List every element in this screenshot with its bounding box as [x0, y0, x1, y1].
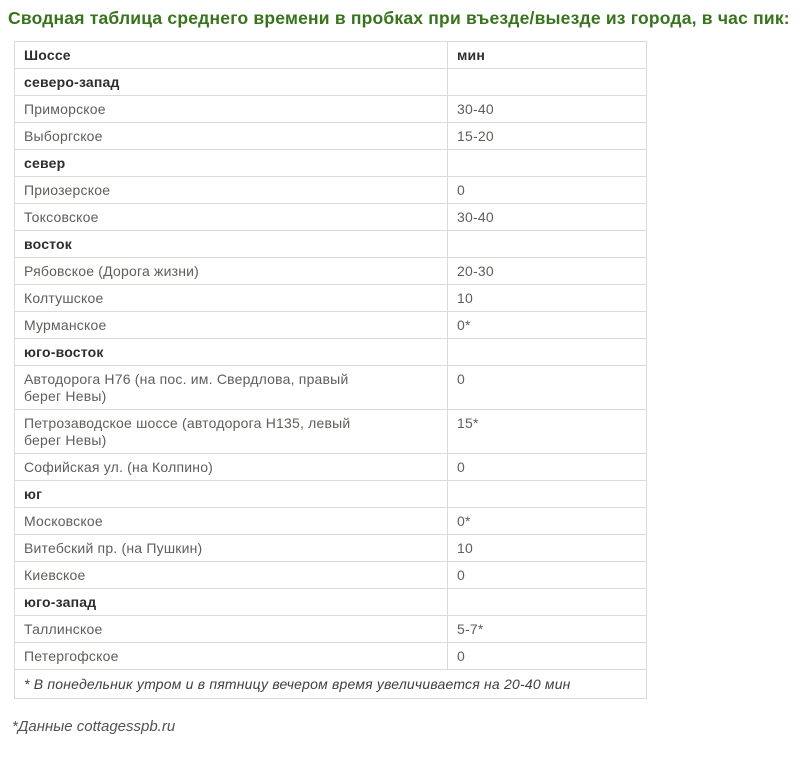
- road-name-cell: [15, 258, 448, 285]
- page-title: Сводная таблица среднего времени в пробках при въезде/выезде из города, в час пик:: [8, 8, 790, 28]
- section-row: [15, 69, 647, 96]
- section-row: [15, 339, 647, 366]
- road-name-cell: [15, 285, 448, 312]
- road-name-cell: [15, 508, 448, 535]
- table-row: [15, 410, 647, 454]
- road-name-cell: [15, 535, 448, 562]
- section-name-cell: [15, 481, 448, 508]
- table-row: [15, 312, 647, 339]
- minutes-cell: 0*: [448, 508, 647, 535]
- road-name-text: юг: [24, 486, 43, 502]
- table-footnote: * В понедельник утром и в пятницу вечером время увеличивается на 20-40 мин: [15, 670, 647, 699]
- road-name-text: Рябовское (Дорога жизни): [24, 263, 200, 279]
- road-name-text: юго-запад: [24, 594, 97, 610]
- road-name-cell: [15, 643, 448, 670]
- minutes-cell: 0*: [448, 312, 647, 339]
- road-name-cell: [15, 454, 448, 481]
- table-row: [15, 508, 647, 535]
- minutes-cell: 15-20: [448, 123, 647, 150]
- minutes-cell: 30-40: [448, 96, 647, 123]
- road-name-text: север: [24, 155, 66, 171]
- section-name-cell: [15, 339, 448, 366]
- road-name-text: Петрозаводское шоссе (автодорога Н135, левый берег Невы): [24, 415, 351, 448]
- minutes-cell: [448, 231, 647, 258]
- minutes-cell: 10: [448, 285, 647, 312]
- minutes-cell: 0: [448, 562, 647, 589]
- minutes-cell: 20-30: [448, 258, 647, 285]
- minutes-cell: [448, 589, 647, 616]
- section-row: [15, 231, 647, 258]
- column-header-road: Шоссе: [15, 42, 448, 69]
- section-name-cell: [15, 589, 448, 616]
- road-name-text: Колтушское: [24, 290, 104, 306]
- table-row: [15, 562, 647, 589]
- road-name-cell: [15, 96, 448, 123]
- minutes-cell: 5-7*: [448, 616, 647, 643]
- road-name-cell: [15, 123, 448, 150]
- column-header-minutes: мин: [448, 42, 647, 69]
- road-name-cell: [15, 616, 448, 643]
- road-name-text: Автодорога Н76 (на пос. им. Свердлова, правый берег Невы): [24, 371, 349, 404]
- table-row: [15, 123, 647, 150]
- road-name-text: Петергофское: [24, 648, 119, 664]
- road-name-cell: [15, 177, 448, 204]
- road-name-text: Мурманское: [24, 317, 107, 333]
- source-note: *Данные cottagesspb.ru: [12, 718, 176, 735]
- minutes-cell: 10: [448, 535, 647, 562]
- road-name-text: Токсовское: [24, 209, 99, 225]
- table-row: [15, 96, 647, 123]
- road-name-cell: [15, 562, 448, 589]
- road-name-cell: [15, 366, 448, 410]
- minutes-cell: 30-40: [448, 204, 647, 231]
- road-name-text: Выборгское: [24, 128, 103, 144]
- table-row: [15, 616, 647, 643]
- table-body: [15, 69, 647, 670]
- traffic-times-table: [14, 41, 647, 699]
- section-row: [15, 481, 647, 508]
- section-name-cell: [15, 69, 448, 96]
- road-name-cell: [15, 410, 448, 454]
- minutes-cell: [448, 150, 647, 177]
- road-name-text: Витебский пр. (на Пушкин): [24, 540, 203, 556]
- minutes-cell: 0: [448, 643, 647, 670]
- road-name-cell: [15, 204, 448, 231]
- table-row: [15, 366, 647, 410]
- section-row: [15, 150, 647, 177]
- minutes-cell: 15*: [448, 410, 647, 454]
- minutes-cell: [448, 69, 647, 96]
- road-name-text: Таллинское: [24, 621, 103, 637]
- table-row: [15, 454, 647, 481]
- section-row: [15, 589, 647, 616]
- road-name-text: Приозерское: [24, 182, 111, 198]
- road-name-text: северо-запад: [24, 74, 120, 90]
- table-row: [15, 285, 647, 312]
- minutes-cell: 0: [448, 454, 647, 481]
- road-name-text: Софийская ул. (на Колпино): [24, 459, 214, 475]
- table-header-row: [15, 42, 647, 69]
- section-name-cell: [15, 231, 448, 258]
- minutes-cell: [448, 339, 647, 366]
- road-name-text: Московское: [24, 513, 103, 529]
- road-name-text: восток: [24, 236, 73, 252]
- minutes-cell: 0: [448, 366, 647, 410]
- minutes-cell: 0: [448, 177, 647, 204]
- road-name-text: Приморское: [24, 101, 106, 117]
- road-name-text: юго-восток: [24, 344, 104, 360]
- table-row: [15, 204, 647, 231]
- table-row: [15, 177, 647, 204]
- table-footnote-row: [15, 670, 647, 699]
- minutes-cell: [448, 481, 647, 508]
- section-name-cell: [15, 150, 448, 177]
- table-row: [15, 535, 647, 562]
- table-row: [15, 258, 647, 285]
- table-row: [15, 643, 647, 670]
- road-name-text: Киевское: [24, 567, 86, 583]
- road-name-cell: [15, 312, 448, 339]
